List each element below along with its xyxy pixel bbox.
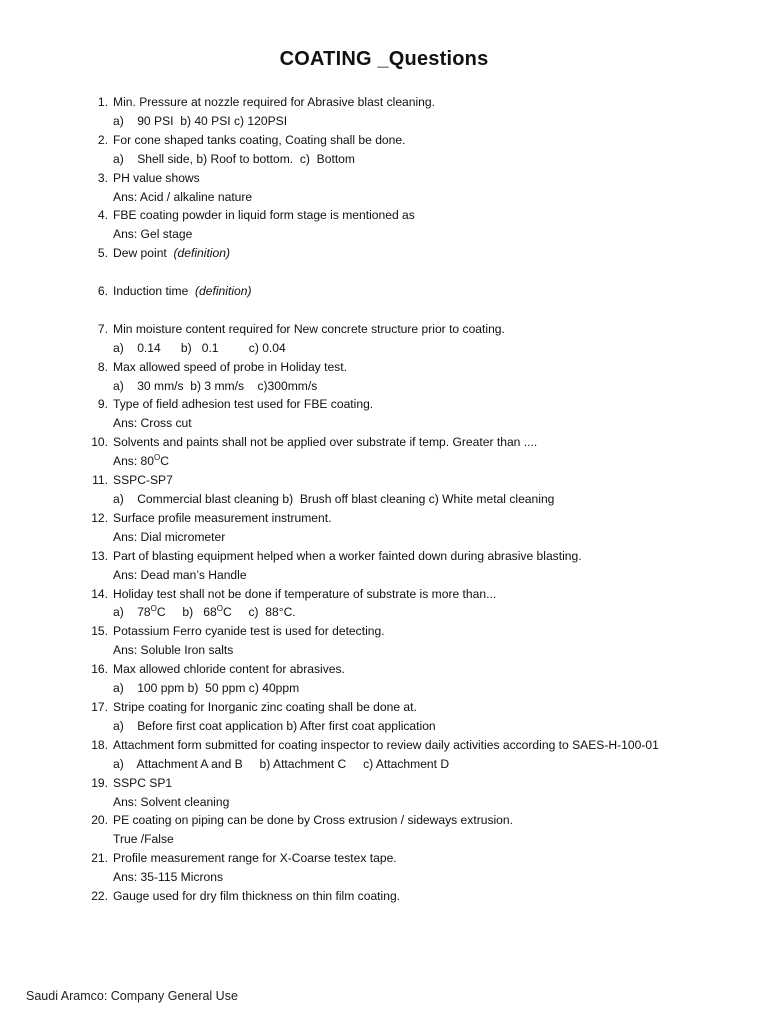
question-number: 9. — [97, 397, 108, 412]
question-number: 11. — [92, 473, 108, 488]
page-title: COATING _Questions — [279, 48, 489, 70]
option-text: a) 78 — [113, 605, 151, 620]
question-options: a) Commercial blast cleaning b) Brush off blast cleaning c) White metal cleaning — [113, 492, 555, 506]
question-text: Surface profile measurement instrument. — [113, 510, 332, 525]
question-19 — [84, 774, 704, 812]
question-number: 13. — [91, 548, 108, 563]
question-9 — [84, 395, 704, 433]
question-1 — [84, 93, 704, 131]
question-answer — [84, 452, 704, 471]
question-22 — [84, 887, 704, 906]
question-options: a) 30 mm/s b) 3 mm/s c)300mm/s — [113, 378, 318, 393]
question-5 — [84, 244, 704, 282]
question-options — [84, 603, 704, 622]
question-number: 17. — [91, 699, 108, 714]
question-text: PH value shows — [113, 170, 200, 185]
question-options: a) 0.14 b) 0.1 c) 0.04 — [113, 340, 286, 355]
question-answer: True /False — [113, 832, 174, 847]
question-number: 20. — [91, 813, 108, 828]
question-number: 19. — [91, 775, 108, 790]
question-answer: Ans: Dead man’s Handle — [113, 567, 247, 582]
question-options: a) 100 ppm b) 50 ppm c) 40ppm — [113, 681, 300, 696]
question-number: 1. — [97, 95, 108, 109]
question-21 — [84, 849, 704, 887]
question-number: 3. — [97, 170, 108, 185]
question-text: Potassium Ferro cyanide test is used for detecting. — [113, 624, 385, 639]
classification-footer: Saudi Aramco: Company General Use — [26, 989, 238, 1003]
question-text: PE coating on piping can be done by Cross extrusion / sideways extrusion. — [113, 813, 513, 828]
question-6 — [84, 282, 704, 320]
question-text: Profile measurement range for X-Coarse testex tape. — [113, 851, 397, 866]
question-text: Dew point — [113, 246, 174, 261]
degree-mark: O — [150, 604, 157, 614]
question-text: FBE coating powder in liquid form stage is mentioned as — [113, 208, 415, 223]
question-text: Stripe coating for Inorganic zinc coating shall be done at. — [113, 699, 417, 714]
question-options: a) Shell side, b) Roof to bottom. c) Bottom — [113, 151, 355, 166]
question-number: 12. — [91, 510, 108, 525]
question-number: 7. — [97, 321, 108, 336]
question-text: SSPC-SP7 — [113, 473, 173, 488]
question-number: 8. — [97, 359, 108, 374]
question-16 — [84, 660, 704, 698]
question-10 — [84, 433, 704, 471]
question-number: 6. — [97, 284, 108, 299]
question-number: 15. — [91, 624, 108, 639]
question-note: (definition) — [195, 284, 252, 299]
question-note: (definition) — [173, 246, 230, 261]
question-number: 16. — [91, 662, 108, 677]
question-8 — [84, 358, 704, 396]
question-text: Holiday test shall not be done if temperature of substrate is more than... — [113, 586, 497, 601]
option-text: C b) 68 — [156, 605, 217, 620]
question-text: Part of blasting equipment helped when a worker fainted down during abrasive blasting. — [113, 548, 582, 563]
degree-mark: O — [154, 453, 161, 463]
question-18 — [84, 736, 704, 774]
question-number: 14. — [91, 586, 108, 601]
question-number: 4. — [97, 208, 108, 223]
question-text: Min. Pressure at nozzle required for Abrasive blast cleaning. — [113, 95, 435, 109]
question-answer: Ans: Cross cut — [113, 416, 192, 431]
question-text: Min moisture content required for New concrete structure prior to coating. — [113, 321, 505, 336]
question-4 — [84, 206, 704, 244]
question-options: a) 90 PSI b) 40 PSI c) 120PSI — [113, 113, 288, 128]
answer-unit: C — [160, 454, 169, 469]
question-number: 22. — [91, 889, 108, 904]
question-text: Type of field adhesion test used for FBE coating. — [113, 397, 374, 412]
question-14 — [84, 585, 704, 623]
question-list — [84, 93, 704, 906]
blank-line — [84, 301, 704, 320]
question-2 — [84, 131, 704, 169]
question-answer: Ans: Acid / alkaline nature — [113, 189, 253, 204]
question-number: 5. — [97, 246, 108, 261]
question-text: Gauge used for dry film thickness on thin film coating. — [113, 889, 401, 904]
question-number: 18. — [91, 737, 108, 752]
question-text: Solvents and paints shall not be applied over substrate if temp. Greater than .... — [113, 435, 538, 450]
question-answer: Ans: Soluble Iron salts — [113, 643, 234, 658]
question-options: a) Before first coat application b) After first coat application — [113, 718, 436, 733]
question-text: Max allowed chloride content for abrasives. — [113, 662, 345, 677]
question-answer: Ans: Dial micrometer — [113, 529, 226, 544]
question-7 — [84, 320, 704, 358]
question-answer: Ans: 35-115 Microns — [113, 870, 224, 885]
question-text: SSPC SP1 — [113, 775, 173, 790]
question-text: Max allowed speed of probe in Holiday test. — [113, 359, 347, 374]
question-17 — [84, 698, 704, 736]
question-options: a) Attachment A and B b) Attachment C c) Attachment D — [113, 756, 450, 771]
question-text: Attachment form submitted for coating inspector to review daily activities according to SAES-H-100-01 — [113, 737, 659, 752]
question-number: 10. — [91, 435, 108, 450]
option-text: C c) 88°C. — [222, 605, 296, 620]
blank-line — [84, 263, 704, 282]
question-answer: Ans: Solvent cleaning — [113, 794, 230, 809]
question-text: For cone shaped tanks coating, Coating shall be done. — [113, 132, 406, 147]
question-15 — [84, 622, 704, 660]
degree-mark: O — [216, 604, 223, 614]
question-text: Induction time — [113, 284, 196, 299]
answer-text: Ans: 80 — [113, 454, 155, 469]
question-20 — [84, 811, 704, 849]
question-number: 21. — [91, 851, 108, 866]
question-11 — [84, 471, 704, 509]
question-3 — [84, 169, 704, 207]
question-12 — [84, 509, 704, 547]
question-number: 2. — [97, 132, 108, 147]
question-answer: Ans: Gel stage — [113, 227, 193, 242]
question-13 — [84, 547, 704, 585]
